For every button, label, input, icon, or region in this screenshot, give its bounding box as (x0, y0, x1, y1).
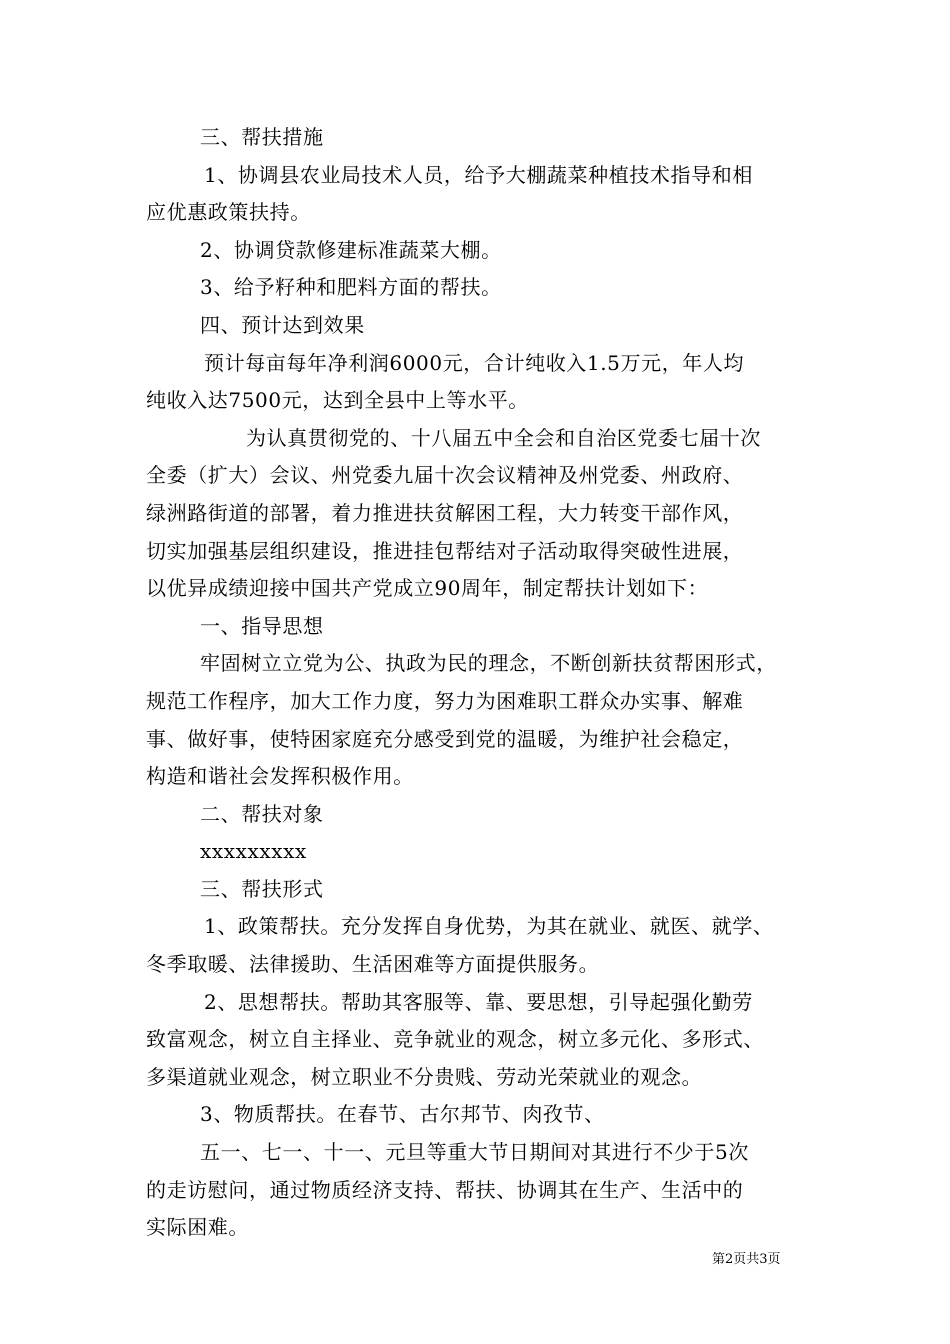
page-number-footer: 第2页共3页 (712, 1252, 781, 1267)
paragraph-line: 2、思想帮扶。帮助其客服等、靠、要思想，引导起强化勤劳 (204, 989, 753, 1014)
section-heading: 三、帮扶措施 (200, 125, 324, 149)
section-heading: 一、指导思想 (200, 613, 324, 638)
paragraph-line: 规范工作程序，加大工作力度，努力为困难职工群众办实事、解难 (146, 688, 744, 713)
section-heading: 三、帮扶形式 (200, 876, 324, 901)
paragraph-line: 五一、七一、十一、元旦等重大节日期间对其进行不少于5次 (200, 1140, 749, 1165)
paragraph-line: 纯收入达7500元，达到全县中上等水平。 (146, 388, 529, 413)
paragraph-line: 冬季取暖、法律援助、生活困难等方面提供服务。 (146, 952, 600, 977)
paragraph-line: 3、给予籽种和肥料方面的帮扶。 (200, 275, 502, 300)
section-heading: 二、帮扶对象 (200, 801, 324, 826)
paragraph-line: 致富观念，树立自主择业、竞争就业的观念，树立多元化、多形式、 (146, 1027, 764, 1052)
paragraph-line: 预计每亩每年净利润6000元，合计纯收入1.5万元，年人均 (204, 350, 745, 375)
paragraph-line: 2、协调贷款修建标准蔬菜大棚。 (200, 237, 502, 262)
paragraph-line: 事、做好事，使特困家庭充分感受到党的温暖，为维护社会稳定， (146, 726, 744, 751)
paragraph-line: 3、物质帮扶。在春节、古尔邦节、肉孜节、 (200, 1102, 605, 1127)
paragraph-line: 应优惠政策扶持。 (146, 200, 311, 225)
paragraph-line: xxxxxxxxx (200, 839, 307, 864)
paragraph-line: 1、政策帮扶。充分发挥自身优势，为其在就业、就医、就学、 (204, 914, 774, 939)
paragraph-line: 全委（扩大）会议、州党委九届十次会议精神及州党委、州政府、 (146, 463, 744, 488)
section-heading: 四、预计达到效果 (200, 312, 365, 337)
paragraph-line: 牢固树立立党为公、执政为民的理念，不断创新扶贫帮困形式， (200, 651, 777, 676)
paragraph-line: 为认真贯彻党的、十八届五中全会和自治区党委七届十次 (246, 425, 761, 450)
paragraph-line: 构造和谐社会发挥积极作用。 (146, 764, 414, 789)
paragraph-line: 多渠道就业观念，树立职业不分贵贱、劳动光荣就业的观念。 (146, 1064, 703, 1089)
paragraph-line: 绿洲路街道的部署，着力推进扶贫解困工程，大力转变干部作风， (146, 500, 744, 525)
paragraph-line: 实际困难。 (146, 1215, 249, 1240)
document-body (146, 119, 826, 1247)
paragraph-line: 切实加强基层组织建设，推进挂包帮结对子活动取得突破性进展， (146, 538, 744, 563)
paragraph-line: 以优异成绩迎接中国共产党成立90周年，制定帮扶计划如下： (146, 576, 709, 601)
paragraph-line: 1、协调县农业局技术人员，给予大棚蔬菜种植技术指导和相 (204, 162, 753, 187)
paragraph-line: 的走访慰问，通过物质经济支持、帮扶、协调其在生产、生活中的 (146, 1177, 744, 1202)
